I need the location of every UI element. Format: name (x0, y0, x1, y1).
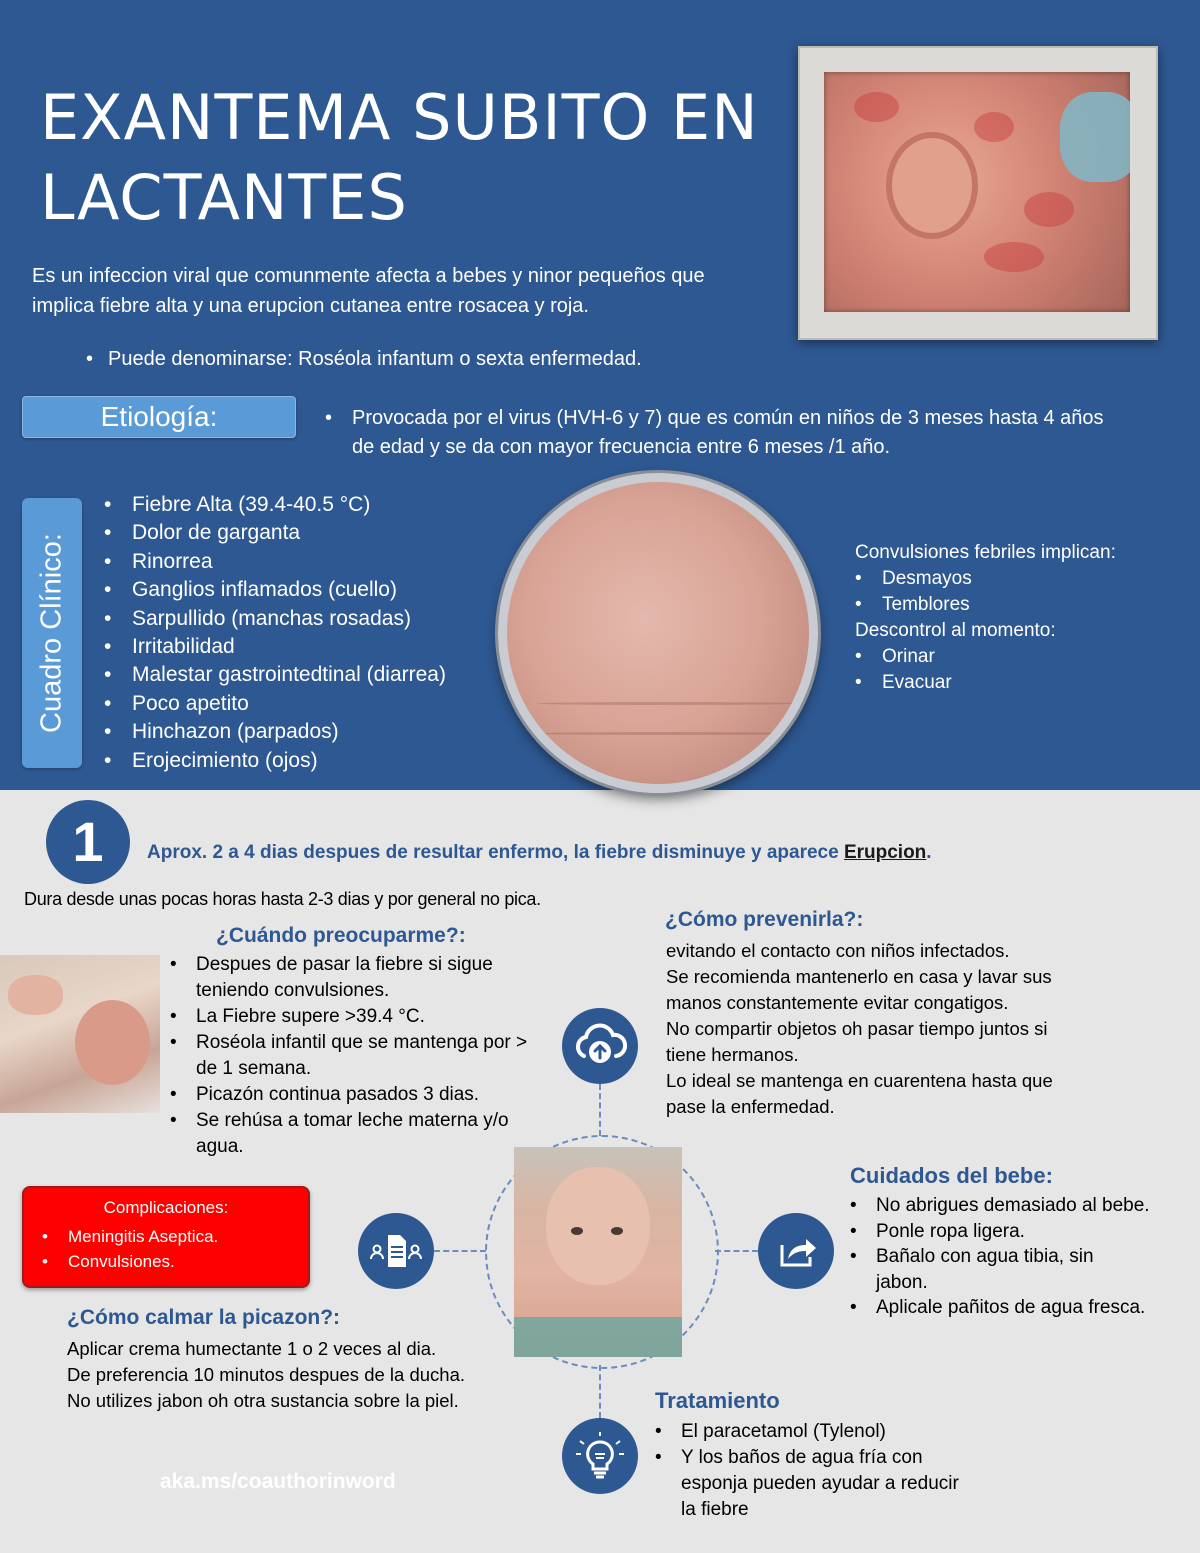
skin-fold (537, 702, 797, 705)
worry-item: Se rehúsa a tomar leche materna y/o agua. (196, 1110, 509, 1157)
symptom-text: Ganglios inflamados (cuello) (132, 578, 397, 602)
bullet-icon: • (104, 606, 112, 630)
calm-text (67, 1336, 507, 1414)
rash-spot (984, 242, 1044, 272)
list-item (104, 605, 446, 633)
bullet-icon: • (104, 635, 112, 659)
crying-baby-photo (0, 955, 160, 1113)
bullet-icon: • (170, 954, 177, 975)
circular-rash-photo (498, 473, 818, 793)
calm-line: De preferencia 10 minutos despues de la ducha. (67, 1364, 466, 1385)
list-item (855, 592, 1116, 618)
watermark-text: aka.ms/coauthorinword (160, 1470, 396, 1493)
list-item (655, 1419, 975, 1445)
rash-spot (974, 112, 1014, 142)
symptom-text: Fiebre Alta (39.4-40.5 °C) (132, 493, 371, 516)
list-item (104, 690, 446, 718)
step-text (147, 842, 932, 864)
connector-line (599, 1084, 601, 1136)
symptom-text: Poco apetito (132, 691, 249, 715)
bullet-icon: • (855, 568, 862, 589)
infant-rash-image (824, 72, 1130, 312)
calm-heading: ¿Cómo calmar la picazon?: (67, 1306, 341, 1329)
eye-shape (611, 1227, 623, 1235)
bullet-icon: • (104, 493, 112, 516)
prevent-line: evitando el contacto con niños infectados. (666, 940, 1010, 961)
bullet-icon: • (855, 594, 862, 615)
worry-item: La Fiebre supere >39.4 °C. (196, 1006, 425, 1027)
worry-heading: ¿Cuándo preocuparme?: (216, 924, 466, 947)
connector-line (715, 1250, 758, 1252)
toddler-head-shape (546, 1167, 650, 1285)
prevent-line: Lo ideal se mantenga en cuarentena hasta que pase la enfermedad. (666, 1070, 1053, 1117)
bullet-icon: • (170, 1006, 177, 1027)
bullet-icon: • (104, 663, 112, 687)
loss-item: Orinar (882, 646, 935, 667)
list-item (850, 1193, 1150, 1219)
bullet-icon: • (170, 1032, 177, 1053)
bullet-icon: • (850, 1195, 857, 1216)
bullet-icon: • (104, 691, 112, 715)
list-item (855, 644, 1116, 670)
bullet-icon: • (855, 646, 862, 667)
loss-heading: Descontrol al momento: (855, 620, 1056, 641)
cloud-upload-icon (562, 1008, 638, 1084)
convulsions-block (855, 540, 1116, 696)
list-item (850, 1219, 1150, 1245)
symptom-text: Hinchazon (parpados) (132, 720, 339, 744)
care-list (850, 1193, 1150, 1321)
list-item (104, 747, 446, 775)
prevent-line: Se recomienda mantenerlo en casa y lavar sus manos constantemente evitar congatigos. (666, 966, 1052, 1013)
care-item: No abrigues demasiado al bebe. (876, 1195, 1150, 1216)
etiology-text: Provocada por el virus (HVH-6 y 7) que es común en niños de 3 meses hasta 4 años de edad y se da con mayor frecuencia entre 6 meses /1 año. (352, 407, 1104, 458)
loss-item: Evacuar (882, 672, 952, 693)
list-item (170, 1108, 540, 1160)
bullet-icon: • (104, 578, 112, 602)
symptom-text: Erojecimiento (ojos) (132, 748, 318, 772)
list-item (104, 548, 446, 576)
skin-fold (537, 732, 797, 735)
bullet-icon: • (850, 1297, 857, 1318)
bathtub-shape (514, 1317, 682, 1357)
title-line-2: LACTANTES (40, 161, 408, 234)
list-item (42, 1249, 218, 1274)
bullet-icon: • (850, 1220, 857, 1242)
pacifier-shape (1060, 92, 1130, 182)
bullet-icon: • (104, 720, 112, 744)
worry-item: Despues de pasar la fiebre si sigue teniendo convulsiones. (196, 954, 493, 1001)
bullet-icon: • (170, 1084, 177, 1105)
alias-text: Puede denominarse: Roséola infantum o sexta enfermedad. (108, 348, 642, 370)
prevent-heading: ¿Cómo prevenirla?: (665, 908, 864, 931)
worry-list (170, 952, 540, 1160)
bullet-icon: • (104, 549, 112, 573)
list-item (104, 576, 446, 604)
title-line-1: EXANTEMA SUBITO EN (40, 81, 759, 154)
page-title (40, 78, 800, 238)
baby-face-shape (75, 1000, 150, 1085)
bullet-icon: • (855, 672, 862, 693)
bullet-icon: • (42, 1227, 48, 1246)
symptom-text: Rinorrea (132, 549, 213, 573)
document-people-icon (358, 1213, 434, 1289)
list-item (170, 1082, 540, 1108)
ear-shape (886, 132, 978, 239)
symptom-text: Malestar gastrointedtinal (diarrea) (132, 663, 446, 687)
connector-line (434, 1250, 486, 1252)
list-item (42, 1224, 218, 1249)
list-item (170, 1030, 540, 1082)
duration-text: Dura desde unas pocas horas hasta 2-3 dias y por general no pica. (24, 889, 541, 909)
rash-spot (1024, 192, 1074, 227)
list-item (855, 670, 1116, 696)
bullet-icon: • (655, 1421, 662, 1442)
list-item (104, 491, 446, 519)
complications-list (42, 1224, 218, 1274)
convulsion-item: Temblores (882, 594, 970, 615)
symptom-text: Dolor de garganta (132, 521, 301, 545)
clinical-label: Cuadro Clínico: (35, 533, 68, 733)
symptom-list (104, 491, 446, 775)
calm-line: No utilizes jabon oh otra sustancia sobre la piel. (67, 1390, 459, 1411)
prevent-line: No compartir objetos oh pasar tiempo juntos si tiene hermanos. (666, 1018, 1048, 1065)
list-item (104, 718, 446, 746)
alias-bullet (86, 345, 642, 373)
erupcion-link[interactable]: Erupcion (843, 842, 927, 863)
step-sentence: Aprox. 2 a 4 dias despues de resultar enfermo, la fiebre disminuye y aparece (147, 842, 844, 863)
step-end: . (926, 842, 932, 863)
lightbulb-icon (562, 1418, 638, 1494)
treatment-list (655, 1419, 975, 1523)
worry-item: Picazón continua pasados 3 dias. (196, 1084, 480, 1105)
list-item (655, 1445, 975, 1523)
list-item (850, 1244, 1150, 1295)
etiology-text-block (325, 404, 1125, 462)
eye-shape (571, 1227, 583, 1235)
clinical-label-box (22, 498, 82, 768)
convulsion-item: Desmayos (882, 568, 972, 589)
symptom-text: Irritabilidad (132, 635, 235, 659)
treatment-item: Y los baños de agua fría con esponja pueden ayudar a reducir la fiebre (681, 1447, 959, 1520)
list-item (170, 952, 540, 1004)
bullet-icon: • (104, 521, 112, 545)
list-item (170, 1004, 540, 1030)
intro-text: Es un infeccion viral que comunmente afecta a bebes y ninor pequeños que implica fiebre alta y una erupcion cutanea entre rosacea y roja. (32, 265, 705, 317)
complication-item: Meningitis Aseptica. (68, 1227, 219, 1246)
care-heading: Cuidados del bebe: (850, 1163, 1053, 1188)
bullet-icon: • (170, 1110, 177, 1131)
list-item (104, 661, 446, 689)
care-item: Ponle ropa ligera. (876, 1220, 1025, 1242)
list-item (855, 566, 1116, 592)
care-item: Bañalo con agua tibia, sin jabon. (876, 1246, 1094, 1293)
complications-box (22, 1186, 310, 1288)
bullet-icon: • (655, 1447, 662, 1468)
care-item: Aplicale pañitos de agua fresca. (876, 1297, 1146, 1318)
rash-toddler-photo (514, 1147, 682, 1357)
bullet-icon: • (86, 348, 94, 370)
bullet-icon: • (325, 407, 333, 429)
bullet-icon: • (42, 1252, 48, 1271)
bullet-icon: • (104, 748, 112, 772)
rash-spot (854, 92, 899, 122)
etiology-label: Etiología: (22, 396, 296, 438)
bullet-icon: • (850, 1246, 857, 1267)
calm-line: Aplicar crema humectante 1 o 2 veces al dia. (67, 1338, 437, 1359)
prevent-text (666, 938, 1086, 1120)
framed-rash-photo (798, 46, 1158, 340)
symptom-text: Sarpullido (manchas rosadas) (132, 606, 411, 630)
list-item (104, 633, 446, 661)
worry-item: Roséola infantil que se mantenga por > de 1 semana. (196, 1032, 528, 1079)
convulsions-heading: Convulsiones febriles implican: (855, 542, 1116, 563)
share-arrow-icon (758, 1213, 834, 1289)
step-number-badge: 1 (46, 800, 130, 884)
list-item (104, 519, 446, 547)
hand-shape (8, 975, 63, 1015)
complication-item: Convulsiones. (68, 1252, 175, 1271)
list-item (850, 1295, 1150, 1321)
complications-title: Complicaciones: (103, 1198, 229, 1217)
connector-line (599, 1365, 601, 1418)
treatment-item: El paracetamol (Tylenol) (681, 1421, 886, 1442)
treatment-heading: Tratamiento (655, 1388, 780, 1413)
